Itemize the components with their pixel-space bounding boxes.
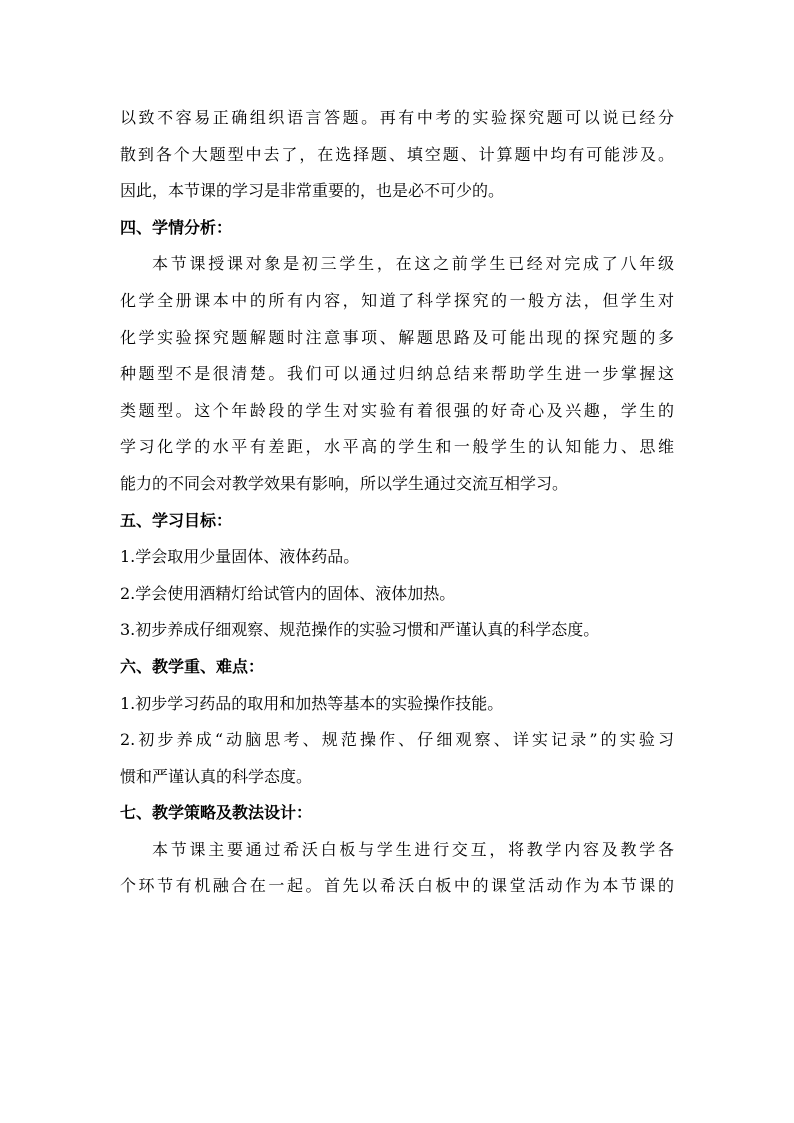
section-heading-key-points: 六、教学重、难点： [120, 656, 265, 676]
text-line: 本节课主要通过希沃白板与学生进行交互，将教学内容及教学各 [152, 839, 674, 859]
objective-item-2: 2.学会使用酒精灯给试管内的固体、液体加热。 [120, 583, 456, 603]
section-heading-teaching-strategy: 七、教学策略及教法设计： [120, 803, 313, 823]
objective-item-1: 1.学会取用少量固体、液体药品。 [120, 547, 360, 567]
section-heading-learner-analysis: 四、学情分析： [120, 217, 233, 237]
section-heading-learning-objectives: 五、学习目标： [120, 510, 233, 530]
key-point-item-2 [120, 722, 674, 795]
objective-item-3: 3.初步养成仔细观察、规范操作的实验习惯和严谨认真的科学态度。 [120, 620, 600, 640]
paragraph-intro-continued [120, 100, 674, 210]
text-line: 本节课授课对象是初三学生，在这之前学生已经对完成了八年级 [152, 254, 674, 274]
text-line: 因此，本节课的学习是非常重要的，也是必不可少的。 [120, 181, 505, 201]
text-line: 惯和严谨认真的科学态度。 [120, 766, 313, 786]
text-line: 能力的不同会对教学效果有影响，所以学生通过交流互相学习。 [120, 473, 569, 493]
text-line: 学习化学的水平有差距，水平高的学生和一般学生的认知能力、思维 [120, 437, 674, 457]
key-point-item-1: 1.初步学习药品的取用和加热等基本的实验操作技能。 [120, 693, 504, 713]
text-line: 类题型。这个年龄段的学生对实验有着很强的好奇心及兴趣，学生的 [120, 400, 674, 420]
text-line: 化学实验探究题解题时注意事项、解题思路及可能出现的探究题的多 [120, 327, 674, 347]
paragraph-teaching-strategy [120, 832, 674, 905]
text-line: 2.初步养成“动脑思考、规范操作、仔细观察、详实记录”的实验习 [120, 730, 674, 750]
paragraph-learner-analysis [120, 246, 674, 502]
document-body [120, 100, 674, 905]
text-line: 种题型不是很清楚。我们可以通过归纳总结来帮助学生进一步掌握这 [120, 364, 674, 384]
text-line: 个环节有机融合在一起。首先以希沃白板中的课堂活动作为本节课的 [120, 876, 674, 896]
text-line: 化学全册课本中的所有内容，知道了科学探究的一般方法，但学生对 [120, 290, 674, 310]
text-line: 以致不容易正确组织语言答题。再有中考的实验探究题可以说已经分 [120, 108, 674, 127]
text-line: 散到各个大题型中去了，在选择题、填空题、计算题中均有可能涉及。 [120, 144, 674, 164]
